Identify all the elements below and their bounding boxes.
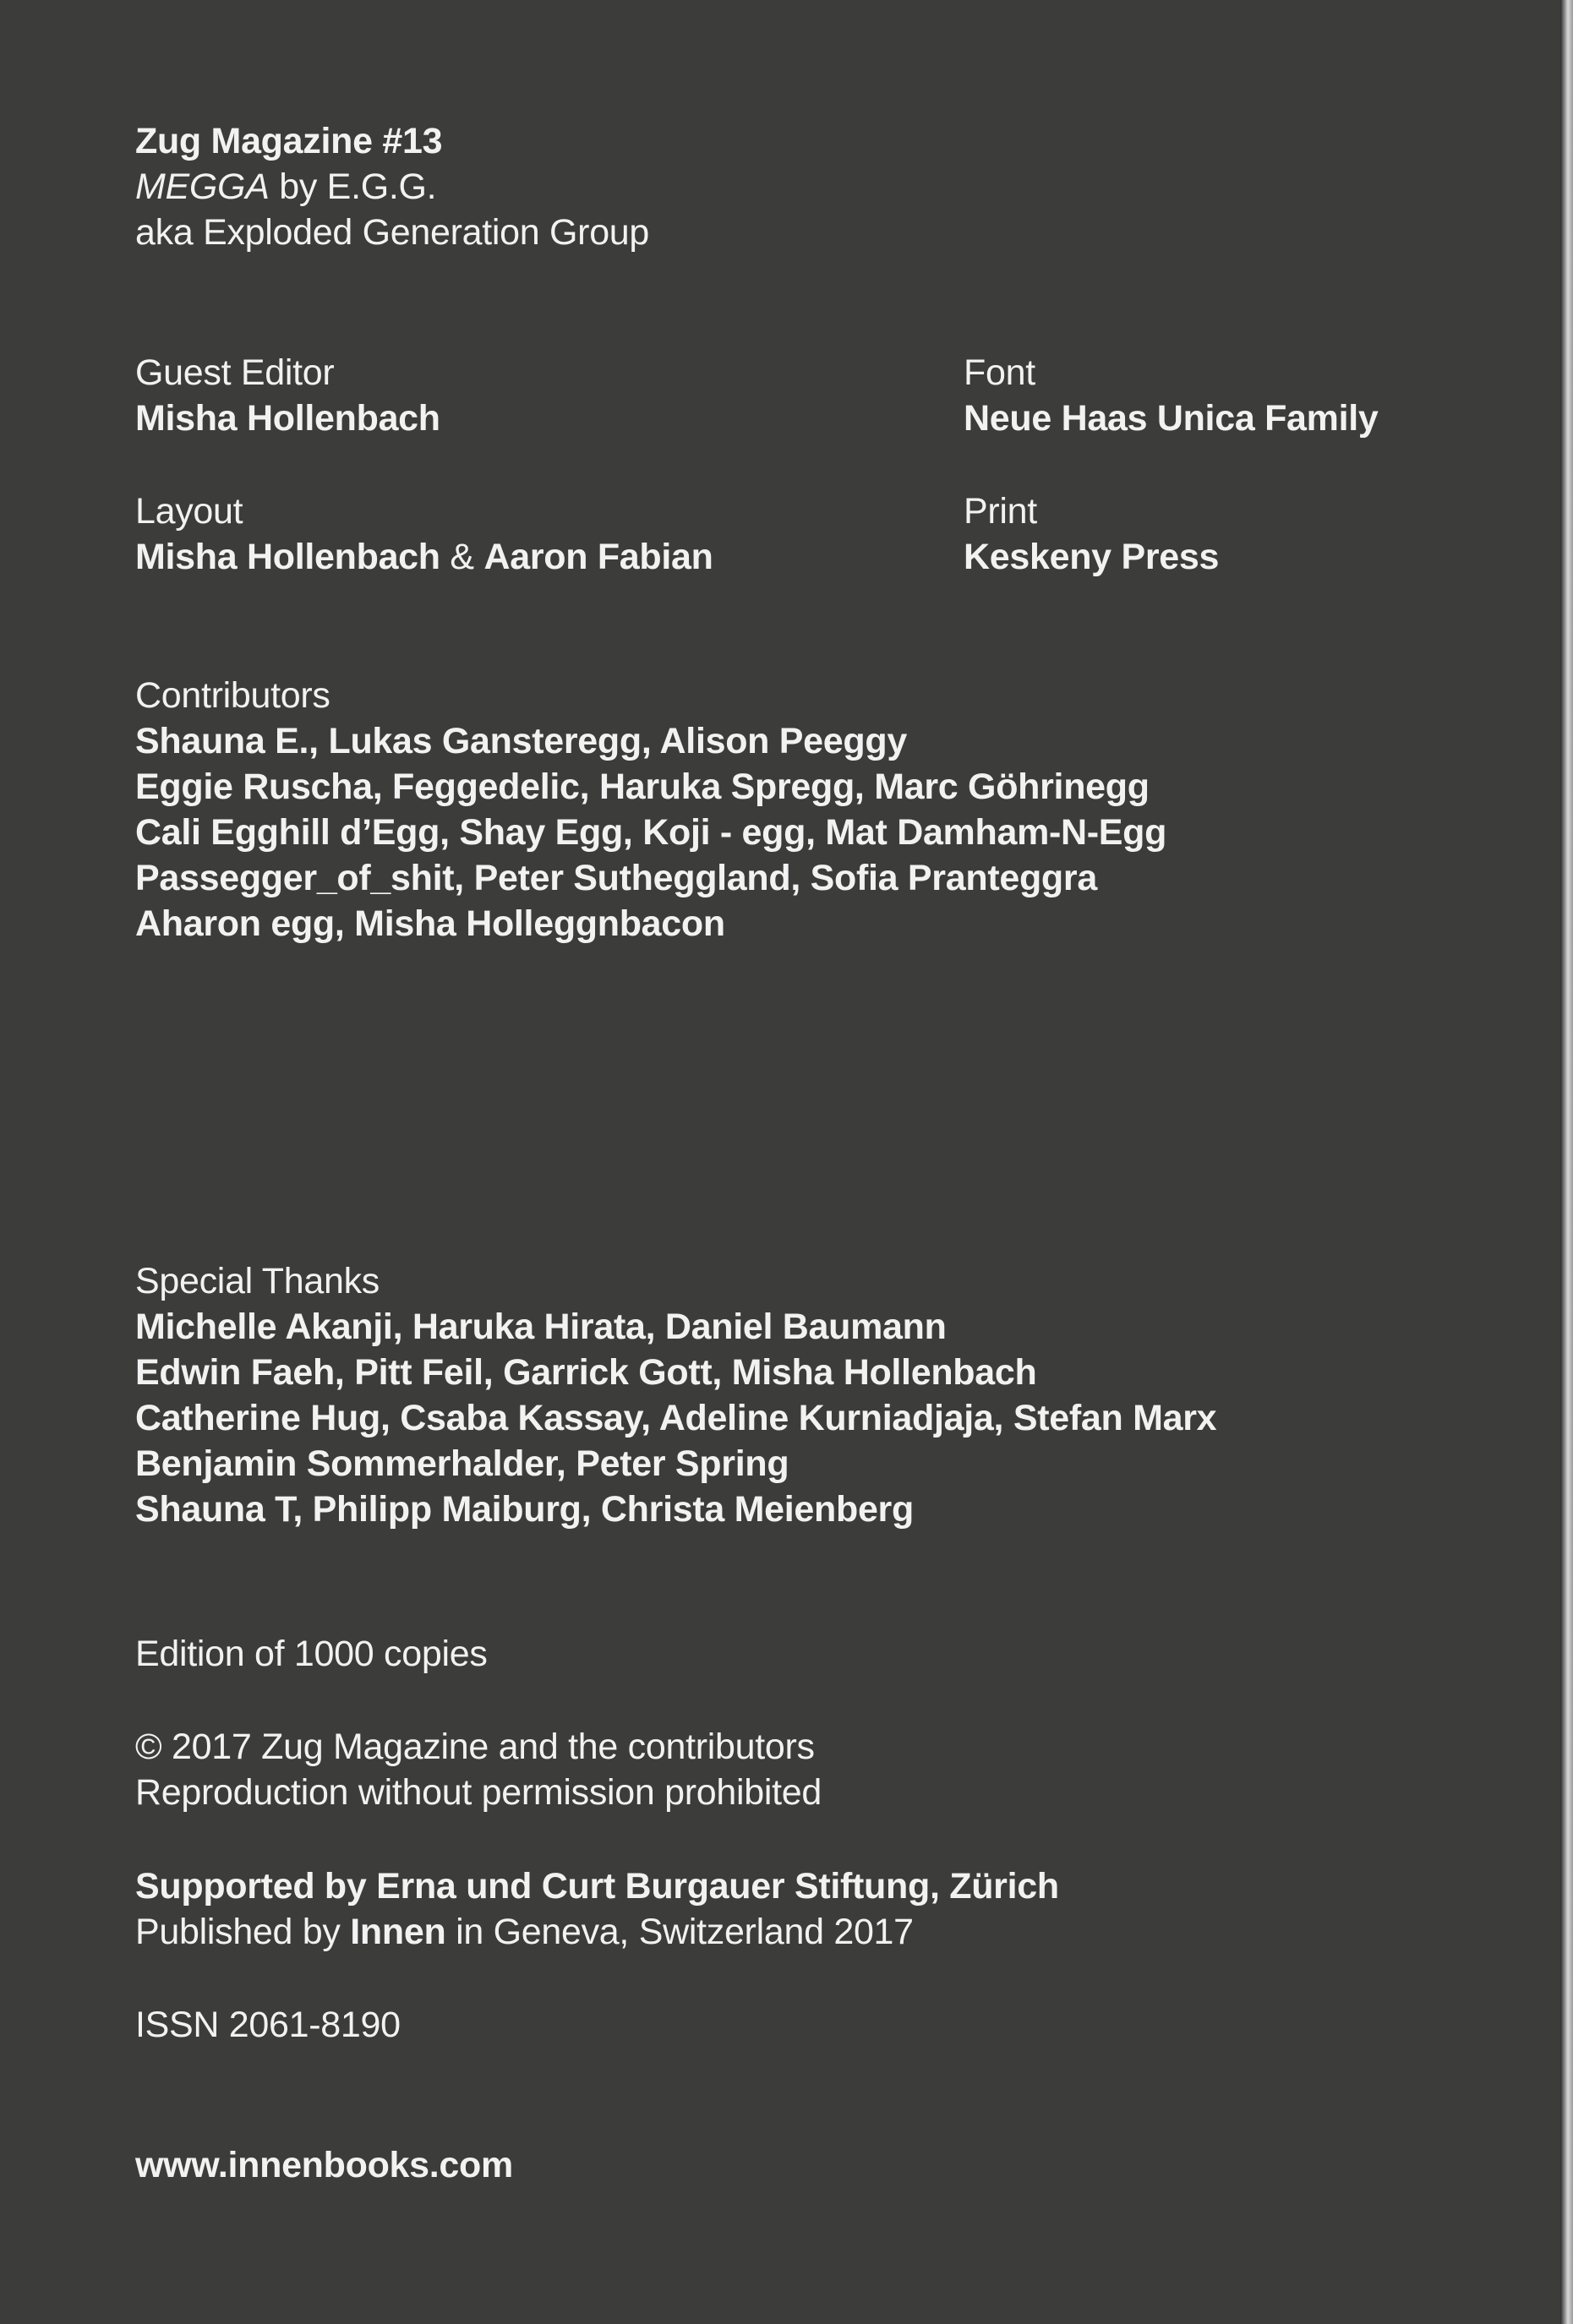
issue-subtitle (135, 164, 649, 210)
supported-by-line: Supported by Erna und Curt Burgauer Stiftung, Zürich (135, 1866, 1059, 1907)
contributors-line: Passegger_of_shit, Peter Sutheggland, Sofia Pranteggra (135, 858, 1097, 898)
layout-name-b: Aaron Fabian (483, 537, 713, 577)
layout-name-a: Misha Hollenbach (135, 537, 440, 577)
contributors-line: Eggie Ruscha, Feggedelic, Haruka Spregg, Marc Göhrinegg (135, 766, 1150, 807)
published-post: in Geneva, Switzerland 2017 (445, 1912, 914, 1952)
thanks-line: Michelle Akanji, Haruka Hirata, Daniel Baumann (135, 1307, 947, 1347)
support-section (135, 1863, 1059, 1955)
contributors-line: Shauna E., Lukas Gansteregg, Alison Peeggy (135, 721, 907, 761)
issue-aka: aka Exploded Generation Group (135, 212, 650, 253)
masthead (135, 118, 649, 255)
website-link[interactable]: www.innenbooks.com (135, 2145, 513, 2185)
layout-label: Layout (135, 491, 243, 532)
copyright-notice (135, 1724, 822, 1815)
page-edge (1560, 0, 1573, 2324)
edition-note (135, 1631, 488, 1677)
font-name: Neue Haas Unica Family (964, 398, 1379, 439)
layout-credit (135, 488, 713, 580)
published-by-line (135, 1909, 1059, 1955)
issn (135, 2002, 401, 2048)
contributors-line: Aharon egg, Misha Holleggnbacon (135, 903, 725, 944)
guest-editor-name: Misha Hollenbach (135, 398, 440, 439)
publisher-name: Innen (350, 1912, 446, 1952)
issue-name: MEGGA (135, 166, 270, 207)
special-thanks-section (135, 1258, 1216, 1532)
layout-names (135, 534, 713, 580)
reproduction-line: Reproduction without permission prohibited (135, 1772, 822, 1813)
thanks-line: Catherine Hug, Csaba Kassay, Adeline Kurniadjaja, Stefan Marx (135, 1398, 1217, 1438)
layout-ampersand: & (440, 537, 484, 577)
print-label: Print (964, 491, 1037, 532)
print-name: Keskeny Press (964, 537, 1220, 577)
contributors-section (135, 673, 1166, 947)
published-pre: Published by (135, 1912, 351, 1952)
special-thanks-label: Special Thanks (135, 1261, 380, 1301)
font-credit (964, 350, 1379, 441)
contributors-label: Contributors (135, 675, 330, 716)
print-credit (964, 488, 1219, 580)
thanks-line: Benjamin Sommerhalder, Peter Spring (135, 1443, 789, 1484)
copyright-line: © 2017 Zug Magazine and the contributors (135, 1727, 815, 1767)
thanks-line: Shauna T, Philipp Maiburg, Christa Meienberg (135, 1489, 914, 1530)
font-label: Font (964, 352, 1035, 393)
website[interactable] (135, 2142, 513, 2188)
thanks-line: Edwin Faeh, Pitt Feil, Garrick Gott, Misha Hollenbach (135, 1352, 1037, 1393)
edition-text: Edition of 1000 copies (135, 1634, 488, 1674)
contributors-line: Cali Egghill d’Egg, Shay Egg, Koji - egg, Mat Damham-N-Egg (135, 812, 1167, 853)
issue-author: by E.G.G. (269, 166, 437, 207)
magazine-title: Zug Magazine #13 (135, 121, 443, 161)
guest-editor-credit (135, 350, 440, 441)
guest-editor-label: Guest Editor (135, 352, 335, 393)
issn-text: ISSN 2061-8190 (135, 2005, 401, 2045)
